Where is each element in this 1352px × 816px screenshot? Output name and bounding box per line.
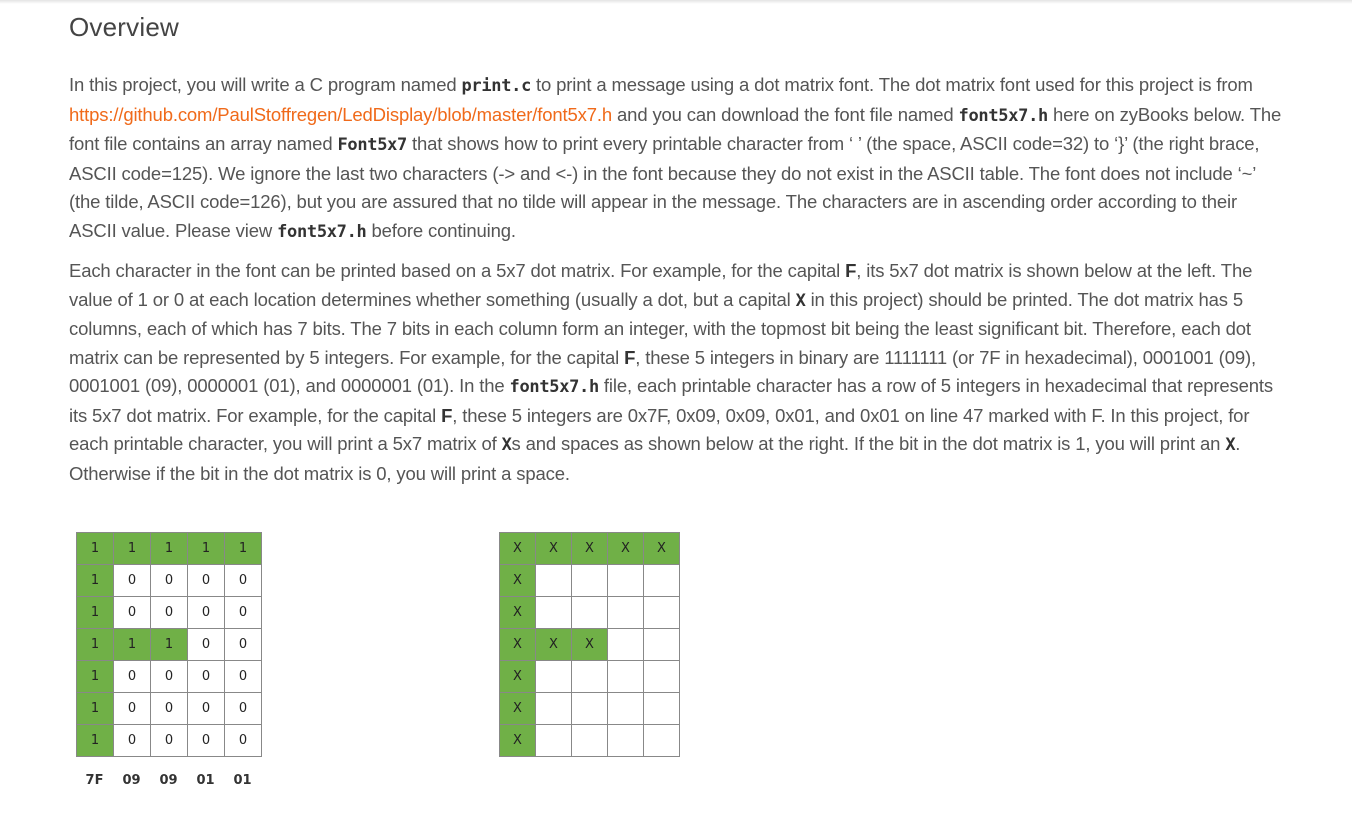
bit-cell: 0 — [188, 629, 225, 661]
hex-value: 09 — [122, 773, 141, 788]
text: s and spaces as shown below at the right. If the bit in the dot matrix is 1, you will print an — [511, 433, 1226, 454]
x-cell — [572, 693, 608, 725]
top-divider — [0, 0, 1352, 4]
array-name: Font5x7 — [337, 135, 407, 155]
text: to print a message using a dot matrix font. The dot matrix font used for this project is from — [531, 74, 1253, 95]
x-cell — [536, 565, 572, 597]
bit-matrix-row — [77, 725, 262, 757]
x-matrix-row — [500, 565, 680, 597]
bit-cell: 1 — [114, 533, 151, 565]
bit-cell: 0 — [225, 597, 262, 629]
x-matrix-row — [500, 533, 680, 565]
x-cell: X — [500, 533, 536, 565]
dot-matrix-paragraph — [69, 257, 1284, 488]
bit-cell: 0 — [188, 661, 225, 693]
x-cell: X — [500, 661, 536, 693]
letter-x: X — [795, 290, 806, 311]
font-source-link[interactable]: https://github.com/PaulStoffregen/LedDisplay/blob/master/font5x7.h — [69, 103, 613, 125]
x-cell — [608, 629, 644, 661]
bit-cell: 1 — [225, 533, 262, 565]
text: before continuing. — [366, 219, 516, 241]
letter-f: F — [624, 346, 636, 368]
bit-cell: 1 — [77, 565, 114, 597]
x-cell — [644, 565, 680, 597]
x-matrix-row — [500, 597, 680, 629]
text: , these 5 integers in binary are 1111111 (or 7F in hexadecimal), 0001001 (09), 0001001 (09), 0000001 (01), and 0000001 (01). In the — [69, 346, 1256, 396]
bit-cell: 1 — [151, 629, 188, 661]
hex-value: 7F — [85, 773, 104, 788]
x-matrix-row — [500, 725, 680, 757]
bit-cell: 0 — [188, 597, 225, 629]
bit-cell: 1 — [77, 693, 114, 725]
x-cell — [644, 597, 680, 629]
bit-cell: 0 — [225, 629, 262, 661]
text: and you can download the font file named — [612, 103, 959, 125]
letter-f: F — [441, 404, 453, 426]
bit-cell: 0 — [114, 661, 151, 693]
x-cell: X — [500, 597, 536, 629]
bit-cell: 1 — [188, 533, 225, 565]
bit-cell: 0 — [151, 725, 188, 757]
bit-cell: 0 — [225, 725, 262, 757]
x-cell: X — [536, 629, 572, 661]
bit-matrix-row — [77, 533, 262, 565]
program-name: print.c — [461, 76, 532, 96]
x-cell — [644, 629, 680, 661]
bit-cell: 1 — [77, 597, 114, 629]
font-file-name: font5x7.h — [509, 377, 599, 397]
bit-cell: 1 — [114, 629, 151, 661]
bit-cell: 0 — [188, 693, 225, 725]
bit-cell: 0 — [151, 565, 188, 597]
bit-matrix-row — [77, 629, 262, 661]
bit-cell: 0 — [114, 725, 151, 757]
x-cell — [536, 597, 572, 629]
bit-cell: 0 — [225, 565, 262, 597]
x-cell: X — [500, 725, 536, 757]
x-cell: X — [536, 533, 572, 565]
font-file-name: font5x7.h — [277, 221, 367, 242]
x-cell: X — [608, 533, 644, 565]
bit-cell: 1 — [77, 661, 114, 693]
bit-matrix-table — [76, 532, 262, 757]
hex-value: 09 — [159, 773, 178, 788]
bit-matrix-row — [77, 565, 262, 597]
x-cell — [572, 661, 608, 693]
text: in this project) should be printed. The dot matrix has 5 columns, each of which has 7 bits. The 7 bits in each column form an integer, with the topmost bit being the least significant bit. Therefore, each dot matrix can be represented by 5 integers. For example, for the capital — [69, 288, 1251, 368]
bit-cell: 0 — [188, 725, 225, 757]
x-cell: X — [572, 533, 608, 565]
bit-cell: 0 — [114, 597, 151, 629]
x-cell — [536, 693, 572, 725]
letter-x: X — [1225, 435, 1236, 455]
x-cell — [536, 725, 572, 757]
x-cell — [644, 661, 680, 693]
x-cell — [572, 725, 608, 757]
bit-cell: 0 — [151, 597, 188, 629]
x-cell: X — [572, 629, 608, 661]
text: , its 5x7 dot matrix is shown below at the left. The value of 1 or 0 at each location determines whether something (usually a dot, but a capital — [69, 260, 1253, 310]
x-cell: X — [500, 565, 536, 597]
hex-value: 01 — [233, 773, 252, 788]
x-cell — [608, 597, 644, 629]
text: file, each printable character has a row of 5 integers in hexadecimal that represents its 5x7 dot matrix. For example, for the capital — [69, 375, 1273, 426]
hex-value: 01 — [196, 773, 215, 788]
x-cell: X — [644, 533, 680, 565]
bit-cell: 0 — [114, 565, 151, 597]
letter-f: F — [845, 260, 857, 281]
bit-cell: 1 — [77, 629, 114, 661]
x-matrix-row — [500, 629, 680, 661]
bit-cell: 0 — [114, 693, 151, 725]
x-cell — [572, 597, 608, 629]
bit-cell: 0 — [188, 565, 225, 597]
x-matrix-table — [499, 532, 680, 757]
bit-cell: 0 — [225, 693, 262, 725]
x-matrix-row — [500, 661, 680, 693]
text: here on zyBooks below. The font file contains an array named — [69, 103, 1282, 154]
intro-paragraph — [69, 71, 1284, 246]
x-cell — [608, 661, 644, 693]
bit-cell: 1 — [77, 725, 114, 757]
x-cell — [608, 565, 644, 597]
bit-matrix-row — [77, 661, 262, 693]
text: In this project, you will write a C program named — [69, 74, 462, 95]
x-cell — [644, 693, 680, 725]
x-cell — [608, 693, 644, 725]
text: that shows how to print every printable character from ‘ ’ (the space, ASCII code=32) to ‘}’ (the right brace, ASCII code=125). We ignore the last two characters (-> and <-) in the font because they do not exist in the ASCII table. The font does not include ‘~’ (the tilde, ASCII code=126), but you are assured that no tilde will appear in the message. The characters are in ascending order according to their ASCII value. Please view — [69, 133, 1260, 241]
x-cell — [608, 725, 644, 757]
x-matrix-row — [500, 693, 680, 725]
bit-cell: 1 — [77, 533, 114, 565]
bit-matrix-row — [77, 693, 262, 725]
text: . Otherwise if the bit in the dot matrix is 0, you will print a space. — [69, 433, 1241, 484]
x-cell: X — [500, 629, 536, 661]
x-cell — [536, 661, 572, 693]
bit-cell: 0 — [225, 661, 262, 693]
font-file-name: font5x7.h — [958, 105, 1048, 126]
bit-cell: 1 — [151, 533, 188, 565]
text: , these 5 integers are 0x7F, 0x09, 0x09, 0x01, and 0x01 on line 47 marked with F. In this project, for each printable character, you will print a 5x7 matrix of — [69, 404, 1250, 454]
bit-cell: 0 — [151, 661, 188, 693]
x-cell — [644, 725, 680, 757]
letter-x: X — [501, 435, 512, 455]
section-heading: Overview — [69, 12, 179, 42]
bit-cell: 0 — [151, 693, 188, 725]
bit-matrix-row — [77, 597, 262, 629]
x-cell: X — [500, 693, 536, 725]
x-cell — [572, 565, 608, 597]
text: Each character in the font can be printed based on a 5x7 dot matrix. For example, for the capital — [69, 260, 846, 281]
